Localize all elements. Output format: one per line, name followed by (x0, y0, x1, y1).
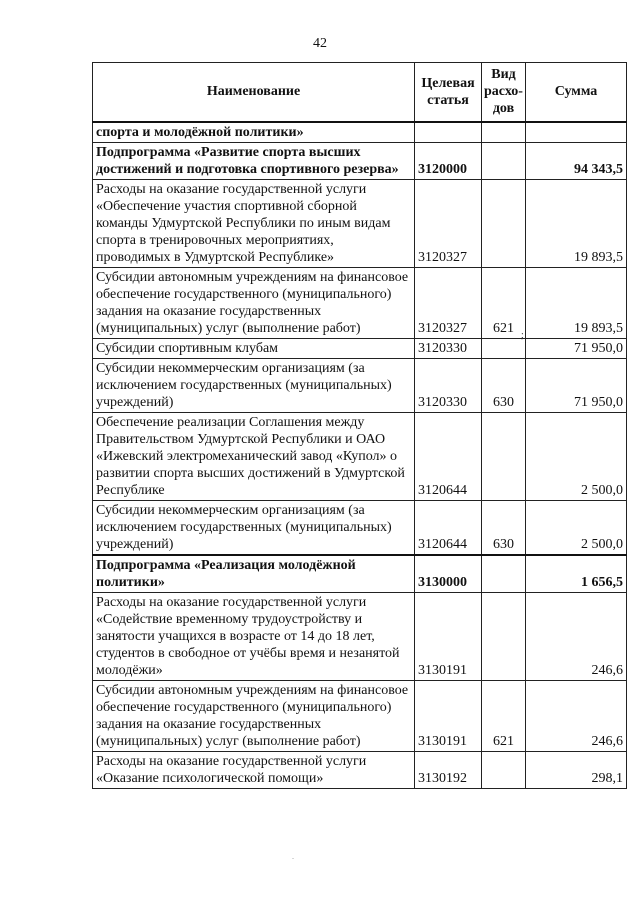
row-name: Субсидии некоммерческим организациям (за исключением государственных (муниципальных) учреждений) (93, 358, 415, 412)
table-row (93, 142, 627, 179)
row-expense-type (482, 122, 526, 143)
row-sum: 1 656,5 (526, 555, 627, 593)
table-row (93, 267, 627, 338)
header-expense-type: Вид расхо-дов (482, 63, 526, 122)
row-sum: 71 950,0 (526, 358, 627, 412)
row-target-article: 3120644 (415, 500, 482, 555)
row-expense-type: 630 (482, 500, 526, 555)
table-row (93, 680, 627, 751)
row-sum: 2 500,0 (526, 500, 627, 555)
row-target-article: 3120330 (415, 338, 482, 358)
row-expense-type (482, 751, 526, 788)
header-sum: Сумма (526, 63, 627, 122)
table-row (93, 555, 627, 593)
scan-mark: ; (521, 330, 524, 341)
row-target-article: 3130192 (415, 751, 482, 788)
page-number: 42 (313, 36, 327, 51)
row-expense-type (482, 338, 526, 358)
row-target-article: 3130191 (415, 592, 482, 680)
table-row (93, 500, 627, 555)
row-sum: 71 950,0 (526, 338, 627, 358)
row-expense-type (482, 412, 526, 500)
row-expense-type (482, 592, 526, 680)
row-target-article: 3120327 (415, 179, 482, 267)
row-target-article: 3120330 (415, 358, 482, 412)
row-target-article: 3130000 (415, 555, 482, 593)
row-name: Субсидии спортивным клубам (93, 338, 415, 358)
row-name: Расходы на оказание государственной услуги «Обеспечение участия спортивной сборной команды Удмуртской Республики по иным видам спорта в тренировочных мероприятиях, проводимых в Удмуртской Республике» (93, 179, 415, 267)
row-name: Субсидии автономным учреждениям на финансовое обеспечение государственного (муниципального) задания на оказание государственных (муниципальных) услуг (выполнение работ) (93, 267, 415, 338)
row-sum: 246,6 (526, 680, 627, 751)
row-expense-type (482, 555, 526, 593)
row-sum: 298,1 (526, 751, 627, 788)
row-expense-type: 621 (482, 267, 526, 338)
table-row (93, 338, 627, 358)
row-name: Подпрограмма «Развитие спорта высших достижений и подготовка спортивного резерва» (93, 142, 415, 179)
row-expense-type: 621 (482, 680, 526, 751)
row-expense-type (482, 142, 526, 179)
row-sum: 19 893,5 (526, 179, 627, 267)
row-sum: 19 893,5 (526, 267, 627, 338)
row-name: Обеспечение реализации Соглашения между Правительством Удмуртской Республики и ОАО «Ижевский электромеханический завод «Купол» о развитии спорта высших достижений в Удмуртской Республике (93, 412, 415, 500)
row-target-article: 3120000 (415, 142, 482, 179)
table-header-row (93, 63, 627, 122)
table-row (93, 751, 627, 788)
table-row (93, 122, 627, 143)
scan-dot: . (292, 852, 294, 861)
row-sum: 2 500,0 (526, 412, 627, 500)
table-row (93, 179, 627, 267)
row-target-article (415, 122, 482, 143)
table-row (93, 592, 627, 680)
row-sum: 246,6 (526, 592, 627, 680)
row-expense-type (482, 179, 526, 267)
row-name: Субсидии автономным учреждениям на финансовое обеспечение государственного (муниципального) задания на оказание государственных (муниципальных) услуг (выполнение работ) (93, 680, 415, 751)
row-name: Подпрограмма «Реализация молодёжной политики» (93, 555, 415, 593)
row-target-article: 3120644 (415, 412, 482, 500)
row-sum (526, 122, 627, 143)
row-target-article: 3120327 (415, 267, 482, 338)
row-name: Субсидии некоммерческим организациям (за исключением государственных (муниципальных) учреждений) (93, 500, 415, 555)
row-expense-type: 630 (482, 358, 526, 412)
header-name: Наименование (93, 63, 415, 122)
header-target-article: Целевая статья (415, 63, 482, 122)
row-name: Расходы на оказание государственной услуги «Оказание психологической помощи» (93, 751, 415, 788)
table-row (93, 358, 627, 412)
table-row (93, 412, 627, 500)
row-sum: 94 343,5 (526, 142, 627, 179)
row-name: спорта и молодёжной политики» (93, 122, 415, 143)
row-name: Расходы на оказание государственной услуги «Содействие временному трудоустройству и занятости учащихся в возрасте от 14 до 18 лет, студентов в свободное от учёбы время и незанятой молодёжи» (93, 592, 415, 680)
row-target-article: 3130191 (415, 680, 482, 751)
budget-table (92, 62, 627, 789)
